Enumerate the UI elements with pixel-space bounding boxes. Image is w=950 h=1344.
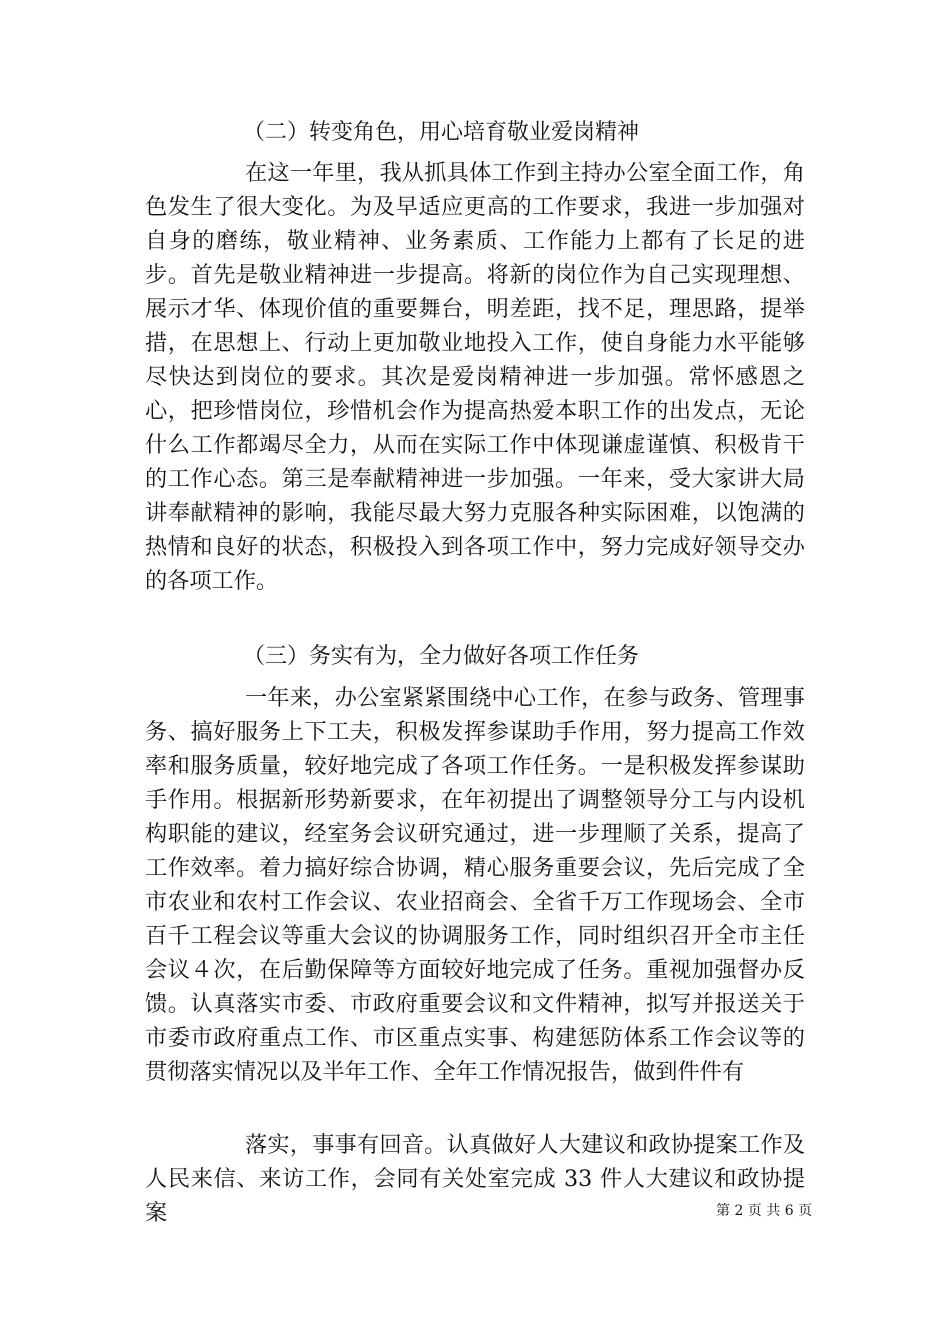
continuation-paragraph: 落实，事事有回音。认真做好人大建议和政协提案工作及人民来信、来访工作，会同有关处室完成 33 件人大建议和政协提案 bbox=[145, 1132, 805, 1226]
section-heading-3: （三）务实有为，全力做好各项工作任务 bbox=[243, 644, 640, 669]
page-number-footer: 第 2 页 共 6 页 bbox=[716, 1203, 813, 1219]
section-paragraph-3: 一年来，办公室紧紧围绕中心工作，在参与政务、管理事务、搞好服务上下工夫，积极发挥参谋助手作用，努力提高工作效率和服务质量，较好地完成了各项工作任务。一是积极发挥参谋助手作用。根据新形势新要求，在年初提出了调整领导分工与内设机构职能的建议，经室务会议研究通过，进一步理顺了关系，提高了工作效率。着力搞好综合协调，精心服务重要会议，先后完成了全市农业和农村工作会议、农业招商会、全省千万工作现场会、全市百千工程会议等重大会议的协调服务工作，同时组织召开全市主任会议４次，在后勤保障等方面较好地完成了任务。重视加强督办反馈。认真落实市委、市政府重要会议和文件精神，拟写并报送关于市委市政府重点工作、市区重点实事、构建惩防体系工作会议等的贯彻落实情况以及半年工作、全年工作情况报告，做到件件有 bbox=[145, 685, 805, 1085]
section-heading-2: （二）转变角色，用心培育敬业爱岗精神 bbox=[243, 120, 640, 145]
section-paragraph-2: 在这一年里，我从抓具体工作到主持办公室全面工作，角色发生了很大变化。为及早适应更高的工作要求，我进一步加强对自身的磨练，敬业精神、业务素质、工作能力上都有了长足的进步。首先是敬业精神进一步提高。将新的岗位作为自己实现理想、展示才华、体现价值的重要舞台，明差距，找不足，理思路，提举措，在思想上、行动上更加敬业地投入工作，使自身能力水平能够尽快达到岗位的要求。其次是爱岗精神进一步加强。常怀感恩之心，把珍惜岗位，珍惜机会作为提高热爱本职工作的出发点，无论什么工作都竭尽全力，从而在实际工作中体现谦虚谨慎、积极肯干的工作心态。第三是奉献精神进一步加强。一年来，受大家讲大局讲奉献精神的影响，我能尽最大努力克服各种实际困难，以饱满的热情和良好的状态，积极投入到各项工作中，努力完成好领导交办的各项工作。 bbox=[145, 160, 805, 594]
